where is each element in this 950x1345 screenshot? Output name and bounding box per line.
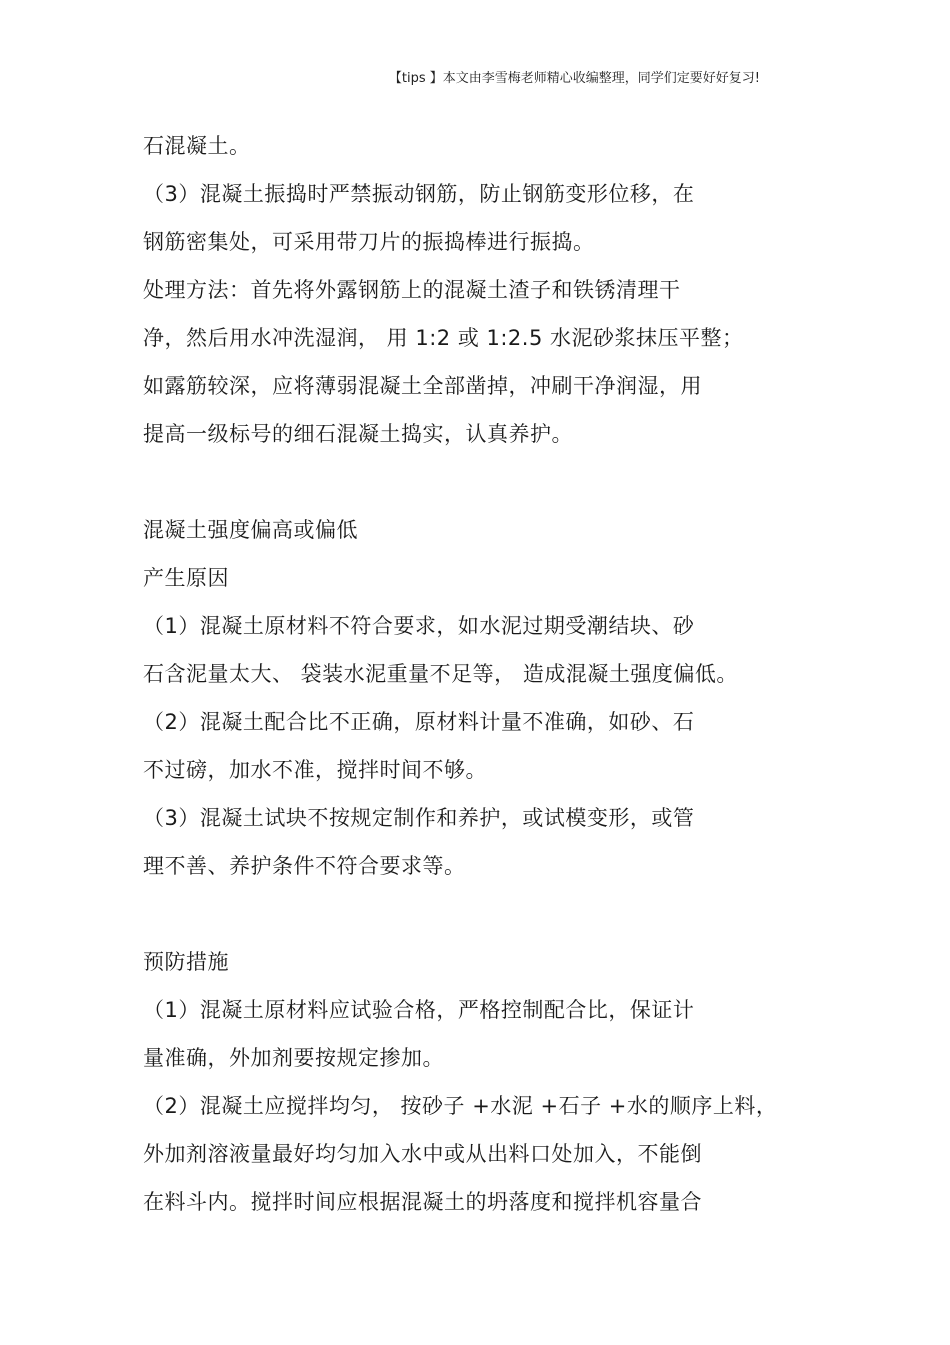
header-tip-note: 【tips 】本文由李雪梅老师精心收编整理，同学们定要好好复习! [388, 71, 760, 86]
subsection-heading: 预防措施 [143, 950, 229, 974]
text-line: 外加剂溶液量最好均匀加入水中或从出料口处加入，不能倒 [143, 1142, 702, 1166]
text-line: 不过磅，加水不准，搅拌时间不够。 [143, 758, 487, 782]
text-line: 钢筋密集处，可采用带刀片的振捣棒进行振捣。 [143, 230, 595, 254]
text-line: 理不善、养护条件不符合要求等。 [143, 854, 466, 878]
text-line: （2）混凝土应搅拌均匀， 按砂子 +水泥 +石子 +水的顺序上料， [143, 1094, 778, 1118]
text-line: （1）混凝土原材料应试验合格，严格控制配合比，保证计 [143, 998, 695, 1022]
text-line: 量准确，外加剂要按规定掺加。 [143, 1046, 444, 1070]
text-line: （3）混凝土振捣时严禁振动钢筋，防止钢筋变形位移，在 [143, 182, 695, 206]
text-line: （3）混凝土试块不按规定制作和养护，或试模变形，或管 [143, 806, 695, 830]
text-line: 净，然后用水冲洗湿润， 用 1:2 或 1:2.5 水泥砂浆抹压平整； [143, 326, 744, 350]
text-line: （1）混凝土原材料不符合要求，如水泥过期受潮结块、砂 [143, 614, 695, 638]
section-heading: 混凝土强度偏高或偏低 [143, 518, 358, 542]
text-line: （2）混凝土配合比不正确，原材料计量不准确，如砂、石 [143, 710, 695, 734]
text-line: 提高一级标号的细石混凝土捣实，认真养护。 [143, 422, 573, 446]
subsection-heading: 产生原因 [143, 566, 229, 590]
text-line: 石含泥量太大、 袋装水泥重量不足等， 造成混凝土强度偏低。 [143, 662, 738, 686]
text-line: 石混凝土。 [143, 134, 251, 158]
text-line: 如露筋较深，应将薄弱混凝土全部凿掉，冲刷干净润湿，用 [143, 374, 702, 398]
text-line: 在料斗内。搅拌时间应根据混凝土的坍落度和搅拌机容量合 [143, 1190, 702, 1214]
text-line: 处理方法：首先将外露钢筋上的混凝土渣子和铁锈清理干 [143, 278, 681, 302]
